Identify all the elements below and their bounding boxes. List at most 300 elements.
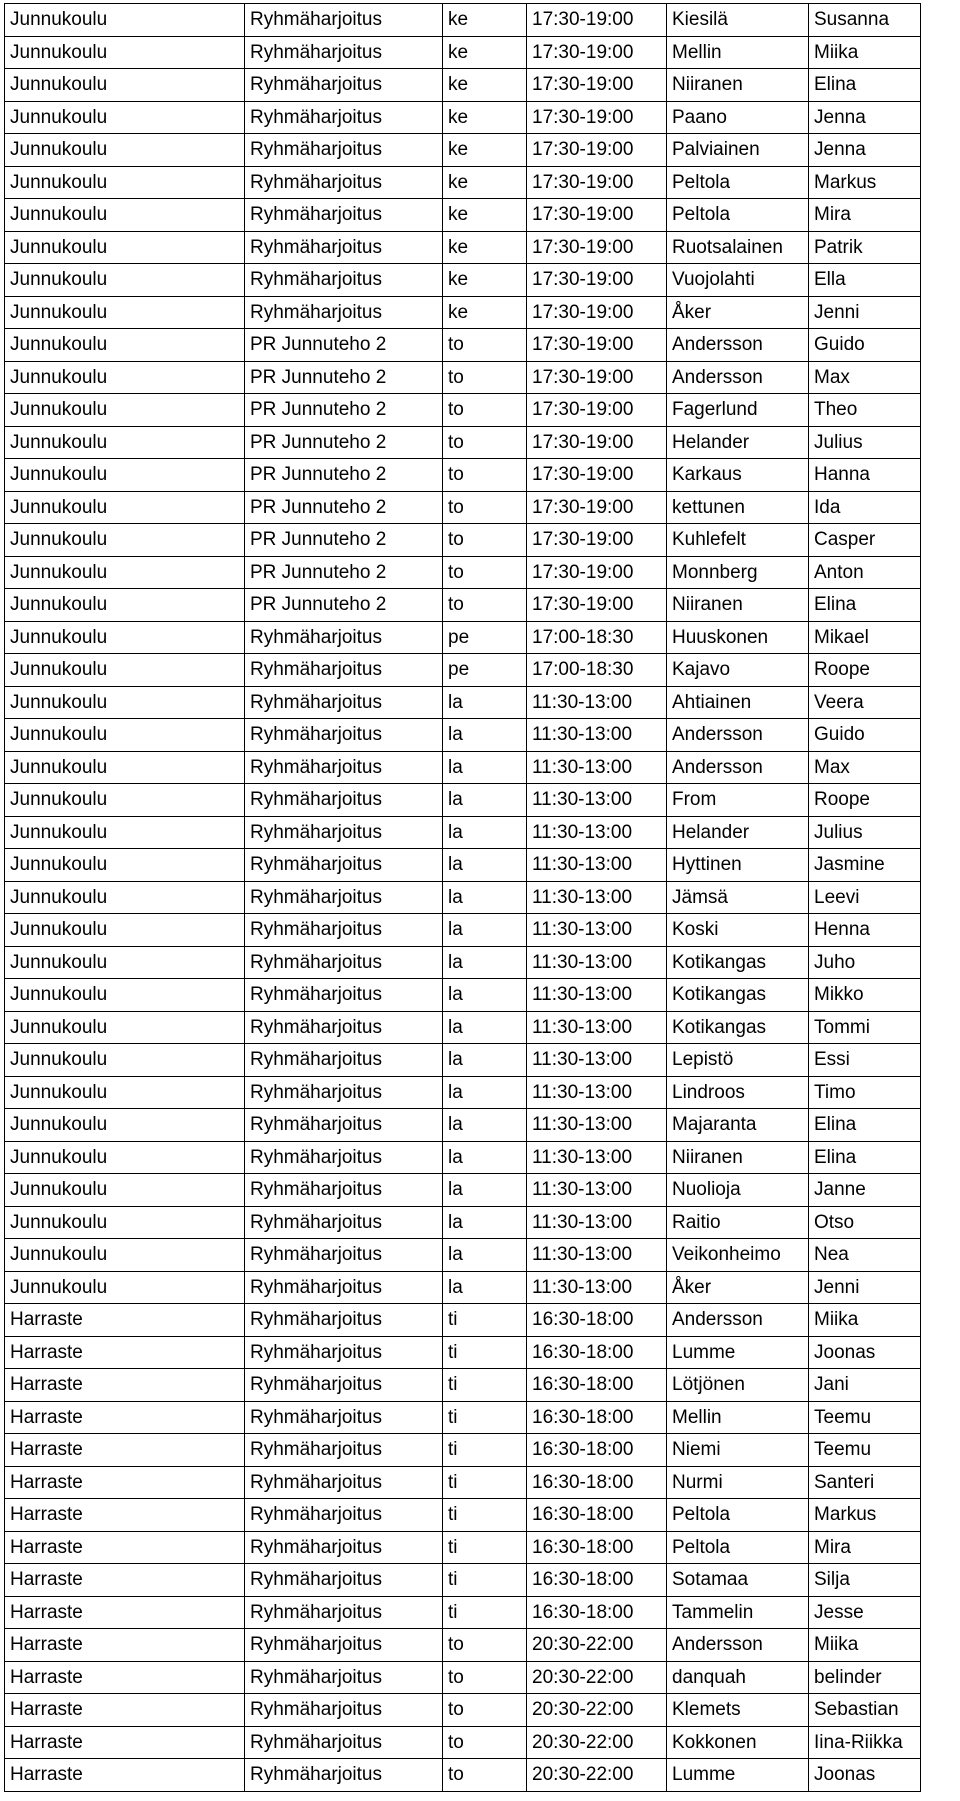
weekday-cell: to [443,394,527,427]
table-row [5,1239,921,1272]
last-name-cell: Vuojolahti [667,264,809,297]
last-name-cell: Lumme [667,1336,809,1369]
category-cell: Junnukoulu [5,1239,245,1272]
category-cell: Junnukoulu [5,231,245,264]
weekday-cell: la [443,1141,527,1174]
last-name-cell: Kotikangas [667,979,809,1012]
category-cell: Junnukoulu [5,491,245,524]
table-row [5,101,921,134]
first-name-cell: Max [809,361,921,394]
time-cell: 11:30-13:00 [527,946,667,979]
first-name-cell: Santeri [809,1466,921,1499]
category-cell: Junnukoulu [5,654,245,687]
time-cell: 11:30-13:00 [527,1141,667,1174]
first-name-cell: Jenni [809,296,921,329]
category-cell: Harraste [5,1304,245,1337]
group-cell: Ryhmäharjoitus [245,1076,443,1109]
time-cell: 17:30-19:00 [527,491,667,524]
weekday-cell: to [443,361,527,394]
time-cell: 16:30-18:00 [527,1434,667,1467]
time-cell: 17:30-19:00 [527,524,667,557]
category-cell: Junnukoulu [5,459,245,492]
last-name-cell: Niemi [667,1434,809,1467]
time-cell: 16:30-18:00 [527,1499,667,1532]
group-cell: Ryhmäharjoitus [245,1239,443,1272]
time-cell: 17:30-19:00 [527,101,667,134]
time-cell: 17:30-19:00 [527,589,667,622]
time-cell: 11:30-13:00 [527,686,667,719]
table-row [5,1629,921,1662]
group-cell: Ryhmäharjoitus [245,1726,443,1759]
category-cell: Junnukoulu [5,621,245,654]
time-cell: 17:30-19:00 [527,329,667,362]
first-name-cell: Miika [809,1304,921,1337]
weekday-cell: ke [443,296,527,329]
first-name-cell: Leevi [809,881,921,914]
weekday-cell: ke [443,4,527,37]
time-cell: 16:30-18:00 [527,1531,667,1564]
first-name-cell: Jasmine [809,849,921,882]
group-cell: Ryhmäharjoitus [245,36,443,69]
category-cell: Harraste [5,1369,245,1402]
first-name-cell: Joonas [809,1336,921,1369]
category-cell: Junnukoulu [5,69,245,102]
group-cell: Ryhmäharjoitus [245,231,443,264]
last-name-cell: Peltola [667,199,809,232]
category-cell: Junnukoulu [5,1206,245,1239]
time-cell: 17:30-19:00 [527,199,667,232]
category-cell: Junnukoulu [5,1271,245,1304]
table-row [5,849,921,882]
last-name-cell: Nuolioja [667,1174,809,1207]
category-cell: Junnukoulu [5,1109,245,1142]
last-name-cell: Klemets [667,1694,809,1727]
group-cell: Ryhmäharjoitus [245,1694,443,1727]
category-cell: Junnukoulu [5,329,245,362]
category-cell: Junnukoulu [5,36,245,69]
group-cell: Ryhmäharjoitus [245,654,443,687]
schedule-table [4,3,921,1792]
weekday-cell: la [443,1076,527,1109]
table-row [5,1141,921,1174]
table-row [5,4,921,37]
first-name-cell: Elina [809,1141,921,1174]
weekday-cell: la [443,1174,527,1207]
last-name-cell: Sotamaa [667,1564,809,1597]
weekday-cell: ti [443,1304,527,1337]
last-name-cell: Niiranen [667,589,809,622]
first-name-cell: Julius [809,816,921,849]
first-name-cell: Essi [809,1044,921,1077]
group-cell: Ryhmäharjoitus [245,4,443,37]
first-name-cell: Jesse [809,1596,921,1629]
group-cell: Ryhmäharjoitus [245,686,443,719]
first-name-cell: Jenni [809,1271,921,1304]
last-name-cell: Mellin [667,36,809,69]
first-name-cell: Miika [809,1629,921,1662]
group-cell: PR Junnuteho 2 [245,491,443,524]
group-cell: Ryhmäharjoitus [245,1596,443,1629]
table-row [5,1109,921,1142]
time-cell: 17:30-19:00 [527,36,667,69]
category-cell: Harraste [5,1336,245,1369]
first-name-cell: belinder [809,1661,921,1694]
first-name-cell: Jenna [809,134,921,167]
last-name-cell: Helander [667,816,809,849]
time-cell: 11:30-13:00 [527,816,667,849]
last-name-cell: Kokkonen [667,1726,809,1759]
time-cell: 17:30-19:00 [527,69,667,102]
time-cell: 16:30-18:00 [527,1401,667,1434]
table-row [5,491,921,524]
table-row [5,361,921,394]
last-name-cell: Andersson [667,1629,809,1662]
table-row [5,881,921,914]
group-cell: Ryhmäharjoitus [245,1661,443,1694]
table-row [5,1531,921,1564]
category-cell: Junnukoulu [5,979,245,1012]
weekday-cell: to [443,491,527,524]
group-cell: Ryhmäharjoitus [245,1206,443,1239]
weekday-cell: la [443,1109,527,1142]
last-name-cell: Kotikangas [667,1011,809,1044]
time-cell: 11:30-13:00 [527,1239,667,1272]
category-cell: Junnukoulu [5,166,245,199]
first-name-cell: Guido [809,719,921,752]
table-row [5,816,921,849]
group-cell: Ryhmäharjoitus [245,719,443,752]
table-row [5,1011,921,1044]
time-cell: 16:30-18:00 [527,1304,667,1337]
last-name-cell: Peltola [667,1499,809,1532]
group-cell: Ryhmäharjoitus [245,784,443,817]
category-cell: Junnukoulu [5,1174,245,1207]
group-cell: PR Junnuteho 2 [245,394,443,427]
table-row [5,1726,921,1759]
last-name-cell: Andersson [667,329,809,362]
weekday-cell: la [443,1011,527,1044]
first-name-cell: Ida [809,491,921,524]
last-name-cell: Andersson [667,719,809,752]
last-name-cell: Peltola [667,166,809,199]
first-name-cell: Casper [809,524,921,557]
weekday-cell: la [443,1206,527,1239]
time-cell: 20:30-22:00 [527,1694,667,1727]
group-cell: Ryhmäharjoitus [245,296,443,329]
group-cell: Ryhmäharjoitus [245,1271,443,1304]
first-name-cell: Theo [809,394,921,427]
table-row [5,1694,921,1727]
category-cell: Junnukoulu [5,751,245,784]
group-cell: Ryhmäharjoitus [245,849,443,882]
last-name-cell: Mellin [667,1401,809,1434]
first-name-cell: Otso [809,1206,921,1239]
time-cell: 17:30-19:00 [527,166,667,199]
weekday-cell: la [443,719,527,752]
last-name-cell: Kotikangas [667,946,809,979]
group-cell: Ryhmäharjoitus [245,1531,443,1564]
group-cell: Ryhmäharjoitus [245,264,443,297]
table-row [5,589,921,622]
first-name-cell: Ella [809,264,921,297]
weekday-cell: ti [443,1369,527,1402]
first-name-cell: Julius [809,426,921,459]
category-cell: Junnukoulu [5,556,245,589]
first-name-cell: Timo [809,1076,921,1109]
category-cell: Junnukoulu [5,914,245,947]
first-name-cell: Max [809,751,921,784]
last-name-cell: Helander [667,426,809,459]
category-cell: Harraste [5,1726,245,1759]
last-name-cell: Raitio [667,1206,809,1239]
weekday-cell: la [443,1271,527,1304]
last-name-cell: Lötjönen [667,1369,809,1402]
first-name-cell: Nea [809,1239,921,1272]
group-cell: Ryhmäharjoitus [245,1174,443,1207]
weekday-cell: ke [443,101,527,134]
last-name-cell: Majaranta [667,1109,809,1142]
time-cell: 16:30-18:00 [527,1564,667,1597]
category-cell: Harraste [5,1564,245,1597]
last-name-cell: Lindroos [667,1076,809,1109]
table-row [5,329,921,362]
time-cell: 17:30-19:00 [527,231,667,264]
category-cell: Junnukoulu [5,1141,245,1174]
first-name-cell: Joonas [809,1759,921,1792]
weekday-cell: to [443,426,527,459]
weekday-cell: ke [443,69,527,102]
group-cell: Ryhmäharjoitus [245,1499,443,1532]
first-name-cell: Mikael [809,621,921,654]
weekday-cell: to [443,329,527,362]
weekday-cell: to [443,1759,527,1792]
last-name-cell: Nurmi [667,1466,809,1499]
table-row [5,1369,921,1402]
group-cell: Ryhmäharjoitus [245,199,443,232]
category-cell: Junnukoulu [5,134,245,167]
category-cell: Junnukoulu [5,719,245,752]
table-row [5,199,921,232]
table-row [5,231,921,264]
first-name-cell: Patrik [809,231,921,264]
weekday-cell: la [443,1239,527,1272]
category-cell: Junnukoulu [5,394,245,427]
time-cell: 11:30-13:00 [527,719,667,752]
time-cell: 20:30-22:00 [527,1629,667,1662]
category-cell: Junnukoulu [5,849,245,882]
first-name-cell: Jenna [809,101,921,134]
table-row [5,979,921,1012]
category-cell: Junnukoulu [5,1076,245,1109]
weekday-cell: ti [443,1434,527,1467]
category-cell: Junnukoulu [5,784,245,817]
weekday-cell: ke [443,231,527,264]
time-cell: 17:30-19:00 [527,296,667,329]
table-row [5,134,921,167]
group-cell: PR Junnuteho 2 [245,589,443,622]
table-row [5,1044,921,1077]
group-cell: PR Junnuteho 2 [245,361,443,394]
group-cell: Ryhmäharjoitus [245,1336,443,1369]
category-cell: Junnukoulu [5,101,245,134]
last-name-cell: Karkaus [667,459,809,492]
weekday-cell: la [443,881,527,914]
group-cell: Ryhmäharjoitus [245,134,443,167]
last-name-cell: Andersson [667,751,809,784]
group-cell: PR Junnuteho 2 [245,556,443,589]
first-name-cell: Guido [809,329,921,362]
weekday-cell: ke [443,199,527,232]
weekday-cell: la [443,849,527,882]
first-name-cell: Elina [809,589,921,622]
group-cell: Ryhmäharjoitus [245,1109,443,1142]
category-cell: Junnukoulu [5,426,245,459]
group-cell: Ryhmäharjoitus [245,1401,443,1434]
last-name-cell: Hyttinen [667,849,809,882]
category-cell: Junnukoulu [5,199,245,232]
first-name-cell: Elina [809,1109,921,1142]
table-row [5,1336,921,1369]
last-name-cell: kettunen [667,491,809,524]
last-name-cell: Veikonheimo [667,1239,809,1272]
first-name-cell: Mira [809,199,921,232]
time-cell: 20:30-22:00 [527,1726,667,1759]
last-name-cell: Ruotsalainen [667,231,809,264]
category-cell: Harraste [5,1499,245,1532]
category-cell: Harraste [5,1401,245,1434]
weekday-cell: la [443,751,527,784]
first-name-cell: Mira [809,1531,921,1564]
time-cell: 16:30-18:00 [527,1336,667,1369]
group-cell: PR Junnuteho 2 [245,426,443,459]
weekday-cell: la [443,1044,527,1077]
first-name-cell: Veera [809,686,921,719]
first-name-cell: Iina-Riikka [809,1726,921,1759]
group-cell: Ryhmäharjoitus [245,1044,443,1077]
group-cell: Ryhmäharjoitus [245,621,443,654]
table-row [5,751,921,784]
time-cell: 17:30-19:00 [527,361,667,394]
first-name-cell: Sebastian [809,1694,921,1727]
group-cell: Ryhmäharjoitus [245,69,443,102]
group-cell: Ryhmäharjoitus [245,979,443,1012]
category-cell: Harraste [5,1759,245,1792]
last-name-cell: Paano [667,101,809,134]
first-name-cell: Hanna [809,459,921,492]
category-cell: Harraste [5,1629,245,1662]
table-row [5,264,921,297]
time-cell: 11:30-13:00 [527,1174,667,1207]
group-cell: Ryhmäharjoitus [245,166,443,199]
table-row [5,686,921,719]
time-cell: 17:30-19:00 [527,556,667,589]
time-cell: 11:30-13:00 [527,979,667,1012]
first-name-cell: Markus [809,166,921,199]
weekday-cell: la [443,946,527,979]
first-name-cell: Anton [809,556,921,589]
table-row [5,621,921,654]
group-cell: Ryhmäharjoitus [245,1466,443,1499]
time-cell: 16:30-18:00 [527,1466,667,1499]
weekday-cell: to [443,524,527,557]
table-row [5,946,921,979]
time-cell: 11:30-13:00 [527,751,667,784]
first-name-cell: Jani [809,1369,921,1402]
time-cell: 11:30-13:00 [527,1076,667,1109]
group-cell: Ryhmäharjoitus [245,1629,443,1662]
weekday-cell: ke [443,166,527,199]
last-name-cell: Andersson [667,361,809,394]
weekday-cell: la [443,784,527,817]
category-cell: Junnukoulu [5,264,245,297]
table-row [5,1206,921,1239]
category-cell: Junnukoulu [5,1044,245,1077]
first-name-cell: Tommi [809,1011,921,1044]
weekday-cell: la [443,914,527,947]
time-cell: 11:30-13:00 [527,784,667,817]
weekday-cell: to [443,556,527,589]
time-cell: 16:30-18:00 [527,1596,667,1629]
table-row [5,426,921,459]
last-name-cell: Niiranen [667,69,809,102]
weekday-cell: ke [443,264,527,297]
weekday-cell: to [443,1661,527,1694]
last-name-cell: Peltola [667,1531,809,1564]
weekday-cell: la [443,979,527,1012]
first-name-cell: Markus [809,1499,921,1532]
last-name-cell: Koski [667,914,809,947]
last-name-cell: Fagerlund [667,394,809,427]
time-cell: 11:30-13:00 [527,1044,667,1077]
time-cell: 11:30-13:00 [527,881,667,914]
time-cell: 17:30-19:00 [527,134,667,167]
weekday-cell: ke [443,134,527,167]
weekday-cell: ti [443,1499,527,1532]
last-name-cell: Åker [667,296,809,329]
first-name-cell: Susanna [809,4,921,37]
time-cell: 16:30-18:00 [527,1369,667,1402]
first-name-cell: Elina [809,69,921,102]
last-name-cell: Huuskonen [667,621,809,654]
last-name-cell: Kuhlefelt [667,524,809,557]
table-row [5,1434,921,1467]
category-cell: Harraste [5,1434,245,1467]
time-cell: 11:30-13:00 [527,1271,667,1304]
first-name-cell: Mikko [809,979,921,1012]
time-cell: 20:30-22:00 [527,1759,667,1792]
weekday-cell: to [443,1629,527,1662]
time-cell: 11:30-13:00 [527,914,667,947]
table-row [5,69,921,102]
table-row [5,1174,921,1207]
table-row [5,914,921,947]
time-cell: 17:30-19:00 [527,4,667,37]
weekday-cell: to [443,1726,527,1759]
first-name-cell: Miika [809,36,921,69]
table-row [5,719,921,752]
last-name-cell: Tammelin [667,1596,809,1629]
group-cell: Ryhmäharjoitus [245,1369,443,1402]
group-cell: PR Junnuteho 2 [245,329,443,362]
last-name-cell: Åker [667,1271,809,1304]
group-cell: Ryhmäharjoitus [245,1434,443,1467]
last-name-cell: Ahtiainen [667,686,809,719]
last-name-cell: Andersson [667,1304,809,1337]
category-cell: Junnukoulu [5,524,245,557]
group-cell: Ryhmäharjoitus [245,101,443,134]
first-name-cell: Roope [809,784,921,817]
last-name-cell: Lepistö [667,1044,809,1077]
